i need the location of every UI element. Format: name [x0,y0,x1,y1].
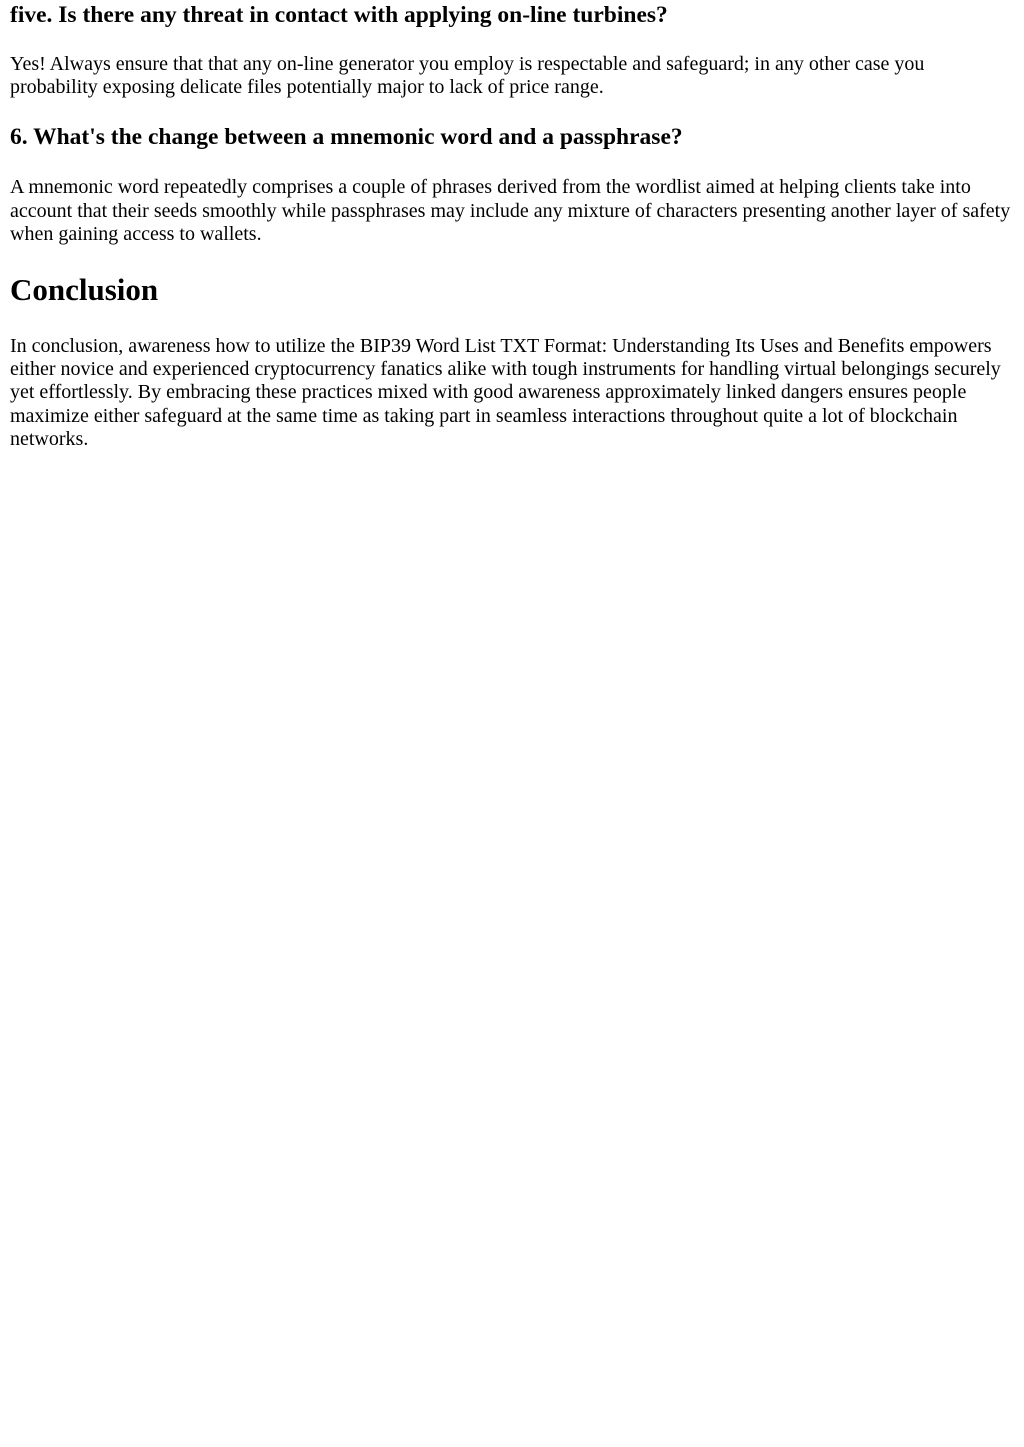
conclusion-paragraph: In conclusion, awareness how to utilize the BIP39 Word List TXT Format: Understanding Its Uses and Benefits empowers either novice and experienced cryptocurrency fanatics alike with tough instruments for handling virtual belongings securely yet effortlessly. By embracing these practices mixed with good awareness approximately linked dangers ensures people maximize either safeguard at the same time as taking part in seamless interactions throughout quite a lot of blockchain networks. [10,335,1001,450]
article-content [0,1,1024,451]
faq-answer-paragraph: A mnemonic word repeatedly comprises a couple of phrases derived from the wordlist aimed at helping clients take into account that their seeds smoothly while passphrases may include any mixture of characters presenting another layer of safety when gaining access to wallets. [10,176,1011,245]
faq-question-heading: five. Is there any threat in contact with applying on-line turbines? [10,2,668,28]
faq-question-heading: 6. What's the change between a mnemonic word and a passphrase? [10,124,683,151]
conclusion-heading: Conclusion [10,272,159,308]
faq-answer-paragraph: Yes! Always ensure that that any on-line generator you employ is respectable and safeguard; in any other case you probability exposing delicate files potentially major to lack of price range. [10,53,925,99]
